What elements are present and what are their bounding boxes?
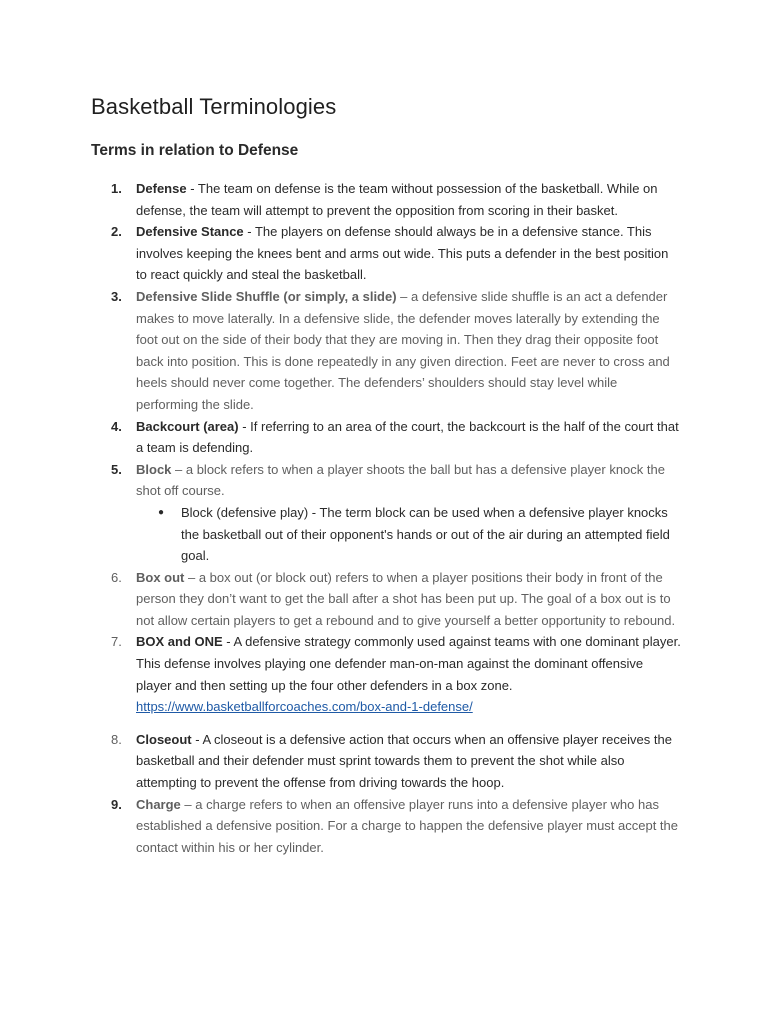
term-definition: - The players on defense should always be in a defensive stance. This involves keeping the knees bent and arms out wide. This puts a defender in the best position to react quickly and steal the basketball. [136,224,669,283]
list-number: 3. [111,288,122,304]
term-name: Charge [136,796,181,812]
terms-list [91,178,681,858]
list-item-box-out [91,567,681,632]
list-item-defensive-stance [91,221,681,286]
list-number: 4. [111,418,122,434]
list-item-block [91,459,681,502]
term-definition: - The team on defense is the team without possession of the basketball. While on defense, the team will attempt to prevent the opposition from scoring in their basket. [136,181,658,218]
list-number: 1. [111,181,122,196]
list-number: 5. [111,461,122,477]
term-definition: – a charge refers to when an offensive player runs into a defensive player who has established a defensive position. For a charge to happen the defensive player must accept the contact within his or her cylinder. [136,796,679,855]
box-and-one-link[interactable]: https://www.basketballforcoaches.com/box-and-1-defense/ [136,699,473,715]
list-number: 7. [111,634,122,650]
bullet-icon: ● [158,506,165,518]
term-name: Defensive Stance [136,224,244,240]
list-item-backcourt [91,416,681,459]
list-number: 2. [111,224,122,240]
section-heading: Terms in relation to Defense [91,142,299,159]
list-item-box-and-one [91,631,681,717]
list-item-charge [91,794,681,859]
term-name: Defense [136,181,187,196]
term-name: Closeout [136,731,192,747]
term-definition: - If referring to an area of the court, the backcourt is the half of the court that a team is defending. [136,418,679,456]
sub-item-text: Block (defensive play) - The term block can be used when a defensive player knocks the basketball out of their opponent's hands or out of the air during an attempted field goal. [181,504,670,564]
list-number: 6. [111,569,122,585]
term-definition: - A defensive strategy commonly used against teams with one dominant player. This defense involves playing one defender man-on-man against the dominant offensive player and then setting up the four other defenders in a box zone. [136,634,681,693]
term-name: Defensive Slide Shuffle (or simply, a slide) [136,288,397,304]
spacer [91,718,681,729]
list-item-defensive-slide [91,286,681,416]
list-number: 9. [111,796,122,812]
term-name: Block [136,461,172,477]
page-title: Basketball Terminologies [91,94,337,119]
list-item-closeout [91,729,681,794]
sub-item-block-defensive-play [136,502,681,567]
term-name: Box out [136,569,185,585]
list-number: 8. [111,731,122,747]
list-item-defense [91,178,681,221]
term-definition: – a defensive slide shuffle is an act a defender makes to move laterally. In a defensive slide, the defender moves laterally by extending the foot out on the side of their body that they are moving in. Then they drag their opposite foot back into position. This is done repeatedly in any given direction. Feet are never to cross and heels should never come together. The defenders’ shoulders should stay level while performing the slide. [136,288,670,412]
term-name: Backcourt (area) [136,418,239,434]
term-definition: – a block refers to when a player shoots the ball but has a defensive player knock the shot off course. [136,461,665,499]
term-name: BOX and ONE [136,634,223,650]
term-definition: – a box out (or block out) refers to when a player positions their body in front of the person they don’t want to get the ball after a shot has been put up. The goal of a box out is to not allow certain players to get a rebound and to give yourself a better opportunity to rebound. [136,569,676,628]
term-definition: - A closeout is a defensive action that occurs when an offensive player receives the basketball and their defender must sprint towards them to prevent the shot while also attempting to prevent the offense from driving towards the hoop. [136,731,672,791]
